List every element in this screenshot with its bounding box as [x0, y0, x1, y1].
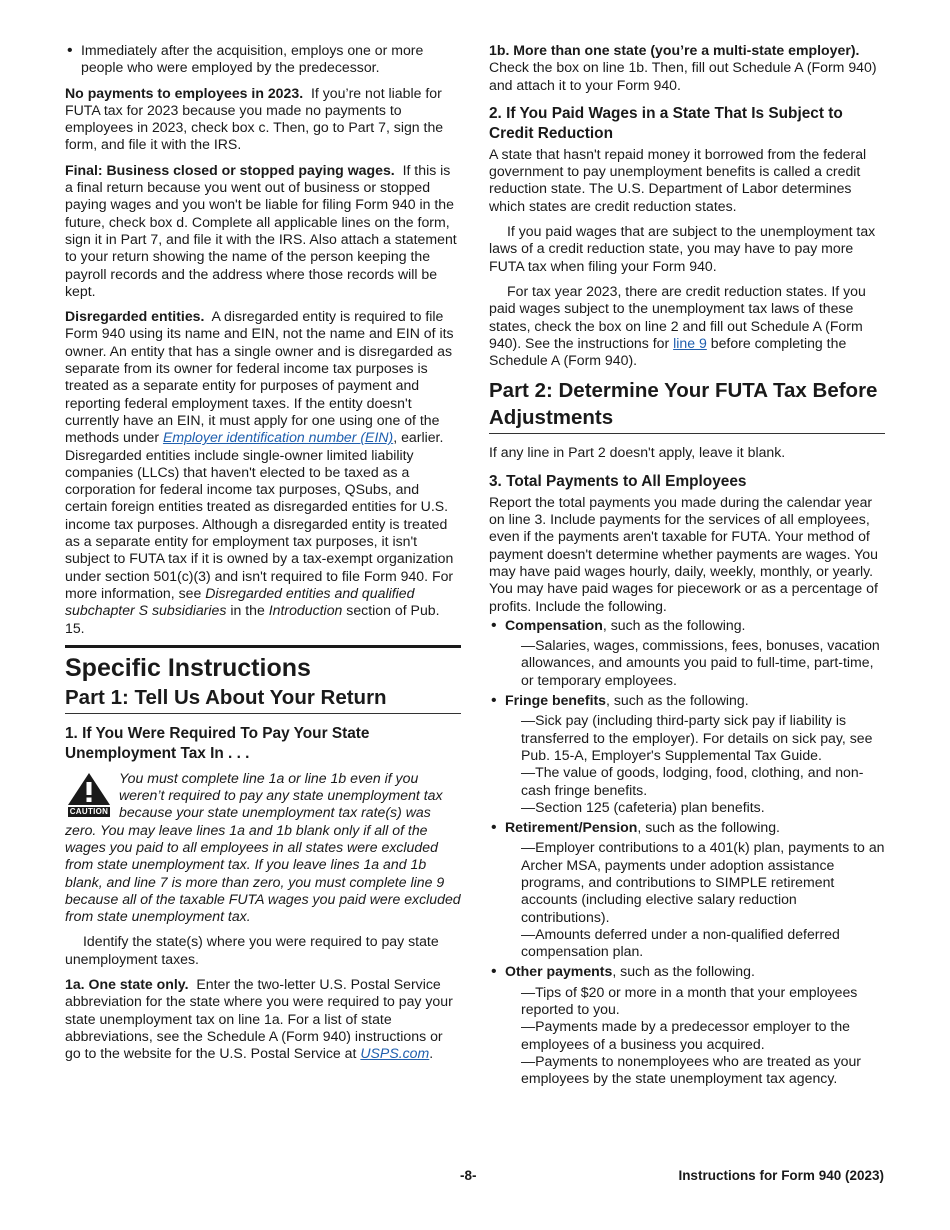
no-payments-paragraph: [65, 85, 461, 154]
payments-list: [489, 617, 885, 1088]
sub-item: —Amounts deferred under a non-qualified deferred compensation plan.: [521, 925, 840, 960]
one-state-text: Enter the two-letter U.S. Postal Service abbreviation for the state where you were required to pay your state unemployment tax on line 1a. For a list of state abbreviations, see the Schedule A (Form 940) instructions or go to the website for the U.S. Postal Service at: [65, 976, 453, 1062]
sub-item: —Payments made by a predecessor employer to the employees of a business you acquired.: [521, 1018, 851, 1052]
disregarded-italic-2: Introduction: [268, 602, 343, 619]
section3-paragraph-1: Report the total payments you made during the calendar year on line 3. Include payments for the services of all employees, even if the payments aren't taxable for FUTA. Your method of payment doesn't determine whether payments are wages. You may have paid wages hourly, daily, weekly, monthly, or yearly. You may have paid wages for piecework or as a percentage of profits. Include the following.: [489, 493, 878, 614]
section2-paragraph-3: [489, 283, 885, 369]
left-column: [65, 42, 461, 1071]
no-payments-heading: No payments to employees in 2023.: [65, 84, 304, 101]
sub-list: [505, 637, 885, 689]
sub-item: —Tips of $20 or more in a month that your employees reported to you.: [521, 983, 858, 1018]
right-column: [489, 42, 885, 1091]
usps-link[interactable]: USPS.com: [360, 1045, 430, 1062]
bullet-label: Fringe benefits: [505, 692, 607, 709]
bullet-suffix: , such as the following.: [606, 692, 749, 709]
disregarded-text-1: A disregarded entity is required to file Form 940 using its name and EIN, not the name and EIN of its owner. An entity that has a single owner and is disregarded as separate from its owner for federal income tax purposes is treated as a separate entity for purposes of payment and reporting federal employment taxes. If the entity doesn't currently have an EIN, it must apply for one using one of the methods under: [65, 308, 454, 446]
list-item-other-payments: [489, 963, 885, 1087]
sub-item: —Salaries, wages, commissions, fees, bonuses, vacation allowances, and amounts you paid to full-time, part-time, or temporary employees.: [521, 637, 880, 688]
section1-heading: 1. If You Were Required To Pay Your State Unemployment Tax In . . .: [65, 724, 370, 762]
one-state-heading: 1a. One state only.: [65, 976, 189, 993]
multi-state-paragraph: [489, 42, 885, 94]
bullet-suffix: , such as the following.: [612, 963, 755, 980]
part2-note: If any line in Part 2 doesn't apply, leave it blank.: [489, 444, 786, 461]
bullet-suffix: , such as the following.: [637, 819, 780, 836]
bullet-label: Retirement/Pension: [505, 819, 638, 836]
list-item-retirement: [489, 819, 885, 960]
line9-link[interactable]: line 9: [673, 334, 707, 351]
sub-item: —The value of goods, lodging, food, clothing, and non-cash fringe benefits.: [521, 764, 864, 798]
list-item-fringe-benefits: [489, 692, 885, 816]
section2-p3-text-a: For tax year 2023, there are credit reduction states. If you paid wages subject to the unemployment tax laws of these states, check the box on line 2 and fill out Schedule A (Form 940). See the instructions for: [489, 282, 866, 351]
footer-title: Instructions for Form 940 (2023): [678, 1168, 884, 1183]
sub-item: —Sick pay (including third-party sick pay if liability is transferred to the employer). For details on sick pay, see Pub. 15-A, Employer's Supplemental Tax Guide.: [521, 712, 873, 763]
caution-label: CAUTION: [69, 806, 109, 816]
disregarded-italic-1: Disregarded entities and qualified subchapter S subsidiaries: [65, 584, 415, 619]
final-heading: Final: Business closed or stopped paying wages.: [65, 161, 395, 178]
section2-paragraph-1: A state that hasn't repaid money it borrowed from the federal government to pay unemployment benefits is called a credit reduction state. The U.S. Department of Labor determines which states are credit reduction states.: [489, 145, 867, 214]
bullet-employs: • Immediately after the acquisition, employs one or more people who were employed by the predecessor.: [65, 42, 461, 77]
sub-item: —Employer contributions to a 401(k) plan, payments to an Archer MSA, payments under adoption assistance programs, and contributions to SIMPLE retirement accounts (including elective salary reduction contributions).: [521, 839, 885, 925]
identify-paragraph: Identify the state(s) where you were required to pay state unemployment taxes.: [65, 933, 439, 967]
sub-item: —Section 125 (cafeteria) plan benefits.: [521, 798, 765, 815]
part2-title: Part 2: Determine Your FUTA Tax Before Adjustments: [489, 377, 885, 434]
specific-instructions-title: Specific Instructions: [65, 645, 461, 684]
bullet-label: Other payments: [505, 963, 613, 980]
final-paragraph: [65, 162, 461, 300]
one-state-paragraph: [65, 976, 461, 1062]
sub-item: —Payments to nonemployees who are treated as your employees by the state unemployment tax agency.: [521, 1052, 861, 1087]
caution-icon: [65, 772, 113, 818]
multi-state-text: Check the box on line 1b. Then, fill out Schedule A (Form 940) and attach it to your Form 940.: [489, 59, 877, 93]
one-state-end: .: [429, 1045, 434, 1062]
final-text: If this is a final return because you went out of business or stopped paying wages and you won't be liable for filing Form 940 in the future, check box d. Complete all applicable lines on the form, sign it in Part 7, and file it with the IRS. Also attach a statement to your return showing the name of the person keeping the payroll records and the address where those records will be kept.: [65, 161, 457, 299]
list-item-compensation: [489, 617, 885, 689]
bullet-label: Compensation: [505, 616, 603, 633]
sub-list: [505, 712, 885, 816]
section2-paragraph-2: If you paid wages that are subject to the unemployment tax laws of a credit reduction state, you may have to pay more FUTA tax when filing your Form 940.: [489, 223, 876, 274]
caution-text: You must complete line 1a or line 1b even if you weren’t required to pay any state unemployment tax because your state unemployment tax rate(s) was zero. You may leave lines 1a and 1b blank only if all of the wages you paid to all employees in all states were excluded from state unemployment tax. If you leave lines 1a and 1b blank, and line 7 is more than zero, you must complete line 9 because all of the taxable FUTA wages you paid were excluded from state unemployment tax.: [65, 769, 461, 925]
disregarded-heading: Disregarded entities.: [65, 308, 205, 325]
caution-box: [65, 770, 461, 926]
disregarded-text-3: in the: [230, 602, 265, 619]
disregarded-paragraph: [65, 308, 461, 637]
page-number: -8-: [460, 1168, 477, 1183]
part1-title: Part 1: Tell Us About Your Return: [65, 684, 461, 714]
sub-list: [505, 839, 885, 960]
ein-link[interactable]: Employer identification number (EIN): [162, 429, 394, 446]
bullet-suffix: , such as the following.: [602, 616, 746, 633]
disregarded-text-2: , earlier. Disregarded entities include single-owner limited liability companies (LLCs) that haven't elected to be taxed as a corporation for federal income tax purposes, QSubs, and certain foreign entities treated as disregarded entities for U.S. income tax purposes. Although a disregarded entity is treated as a separate entity for employment tax purposes, it isn't subject to FUTA tax if it is owned by a tax-exempt organization under section 501(c)(3) and isn't required to file Form 940. For more information, see: [65, 429, 454, 601]
section3-heading: 3. Total Payments to All Employees: [489, 472, 747, 490]
no-payments-text: If you’re not liable for FUTA tax for 2023 because you made no payments to employees in 2023, check box c. Then, go to Part 7, sign the form, and file it with the IRS.: [65, 84, 444, 153]
sub-list: [505, 984, 885, 1088]
section2-heading: 2. If You Paid Wages in a State That Is Subject to Credit Reduction: [489, 104, 843, 142]
disregarded-text-4: section of Pub. 15.: [65, 602, 440, 636]
multi-state-heading: 1b. More than one state (you’re a multi-state employer).: [489, 42, 860, 58]
section2-p3-text-b: before completing the Schedule A (Form 940).: [489, 334, 847, 369]
